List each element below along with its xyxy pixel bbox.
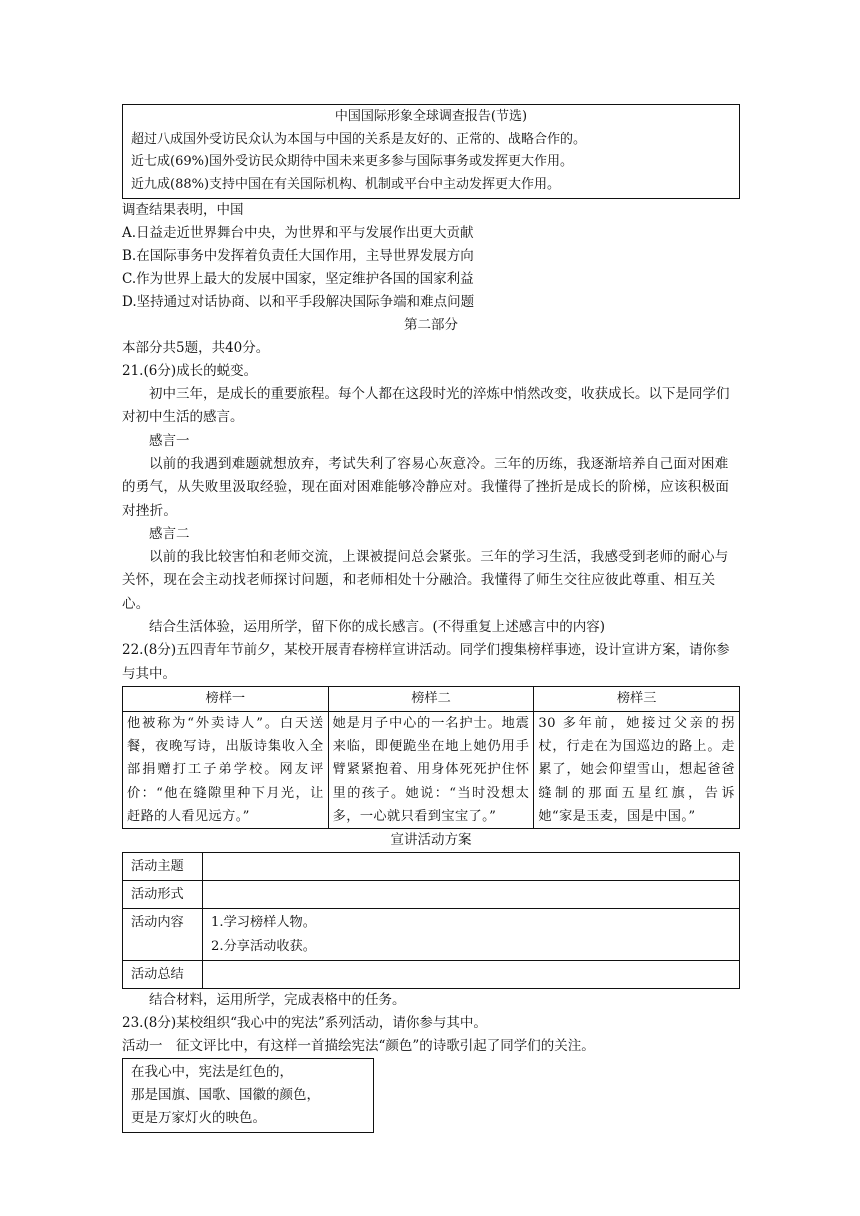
model-text: 他被称为“外卖诗人”。白天送餐，夜晚写诗，出版诗集收入全部捐赠打工子弟学校。网友评价：“他在缝隙里种下月光，让赶路的人看见远方。” bbox=[123, 712, 329, 829]
models-table bbox=[122, 686, 740, 829]
part-heading: 第二部分 bbox=[404, 317, 458, 333]
model-heading: 榜样二 bbox=[328, 687, 534, 712]
q21-text-2: 以前的我比较害怕和老师交流，上课被提问总会紧张。三年的学习生活，我感受到老师的耐心与关怀，现在会主动找老师探讨问题，和老师相处十分融洽。我懂得了师生交往应彼此尊重、相互关心。 bbox=[122, 549, 729, 612]
poem-line: 那是国旗、国歌、国徽的颜色， bbox=[131, 1087, 320, 1104]
model-heading: 榜样一 bbox=[123, 687, 329, 712]
part-note: 本部分共5题，共40分。 bbox=[122, 340, 270, 356]
plan-title: 宣讲活动方案 bbox=[390, 832, 472, 849]
option-d: D.坚持通过对话协商、以和平手段解决国际争端和难点问题 bbox=[122, 294, 475, 310]
poem-line: 在我心中，宪法是红色的， bbox=[131, 1064, 293, 1081]
q21-title: 21.(6分)成长的蜕变。 bbox=[122, 363, 258, 379]
poem-box bbox=[122, 1058, 374, 1133]
model-heading: 榜样三 bbox=[534, 687, 740, 712]
plan-answer-cell[interactable] bbox=[203, 960, 740, 988]
q21-task: 结合生活体验，运用所学，留下你的成长感言。(不得重复上述感言中的内容) bbox=[149, 619, 606, 636]
plan-content-line: 1.学习榜样人物。 bbox=[211, 915, 316, 931]
poem-line: 更是万家灯火的映色。 bbox=[131, 1110, 266, 1127]
plan-label: 活动总结 bbox=[123, 960, 203, 988]
plan-table bbox=[122, 852, 740, 989]
option-c: C.作为世界上最大的发展中国家，坚定维护各国的国家利益 bbox=[122, 271, 474, 287]
q21-text-1: 以前的我遇到难题就想放弃，考试失利了容易心灰意冷。三年的历练，我逐渐培养自己面对困难的勇气，从失败里汲取经验，现在面对困难能够冷静应对。我懂得了挫折是成长的阶梯，应该积极面对挫折。 bbox=[122, 455, 730, 519]
survey-line: 超过八成国外受访民众认为本国与中国的关系是友好的、正常的、战略合作的。 bbox=[131, 131, 587, 147]
q22-task: 结合材料，运用所学，完成表格中的任务。 bbox=[149, 992, 406, 1009]
survey-box bbox=[122, 104, 740, 199]
plan-row bbox=[123, 853, 740, 881]
option-b: B.在国际事务中发挥着负责任大国作用，主导世界发展方向 bbox=[122, 248, 474, 264]
q23-title: 23.(8分)某校组织“我心中的宪法”系列活动，请你参与其中。 bbox=[122, 1015, 487, 1032]
survey-title: 中国国际形象全球调查报告(节选) bbox=[334, 109, 528, 124]
option-a: A.日益走近世界舞台中央，为世界和平与发展作出更大贡献 bbox=[122, 225, 474, 241]
plan-label: 活动内容 bbox=[123, 909, 203, 960]
plan-row bbox=[123, 909, 740, 960]
plan-answer-cell[interactable] bbox=[203, 853, 740, 881]
model-text: 30 多年前，她接过父亲的拐杖，行走在为国巡边的路上。走累了，她会仰望雪山，想起爸爸缝制的那面五星红旗，告诉她“家是玉麦，国是中国。” bbox=[534, 712, 740, 829]
plan-content-line: 2.分享活动收获。 bbox=[211, 938, 316, 954]
plan-label: 活动形式 bbox=[123, 881, 203, 909]
survey-line: 近九成(88%)支持中国在有关国际机构、机制或平台中主动发挥更大作用。 bbox=[131, 176, 561, 192]
plan-content-cell bbox=[203, 909, 740, 960]
q21-label-1: 感言一 bbox=[149, 432, 190, 449]
plan-label: 活动主题 bbox=[123, 853, 203, 881]
plan-row bbox=[123, 881, 740, 909]
question-stem: 调查结果表明，中国 bbox=[122, 202, 244, 218]
q21-label-2: 感言二 bbox=[149, 526, 190, 543]
model-text: 她是月子中心的一名护士。地震来临，即便跪坐在地上她仍用手臂紧紧抱着、用身体死死护住怀里的孩子。她说：“当时没想太多，一心就只看到宝宝了。” bbox=[328, 712, 534, 829]
q21-intro: 初中三年，是成长的重要旅程。每个人都在这段时光的淬炼中悄然改变，收获成长。以下是同学们对初中生活的感言。 bbox=[122, 386, 730, 426]
plan-answer-cell[interactable] bbox=[203, 881, 740, 909]
exam-page bbox=[122, 104, 740, 1133]
survey-line: 近七成(69%)国外受访民众期待中国未来更多参与国际事务或发挥更大作用。 bbox=[131, 154, 574, 169]
plan-row bbox=[123, 960, 740, 988]
q22-title: 22.(8分)五四青年节前夕，某校开展青春榜样宣讲活动。同学们搜集榜样事迹，设计宣讲方案，请你参与其中。 bbox=[122, 642, 730, 682]
q23-activity-1: 活动一 征文评比中，有这样一首描绘宪法“颜色”的诗歌引起了同学们的关注。 bbox=[122, 1038, 595, 1055]
